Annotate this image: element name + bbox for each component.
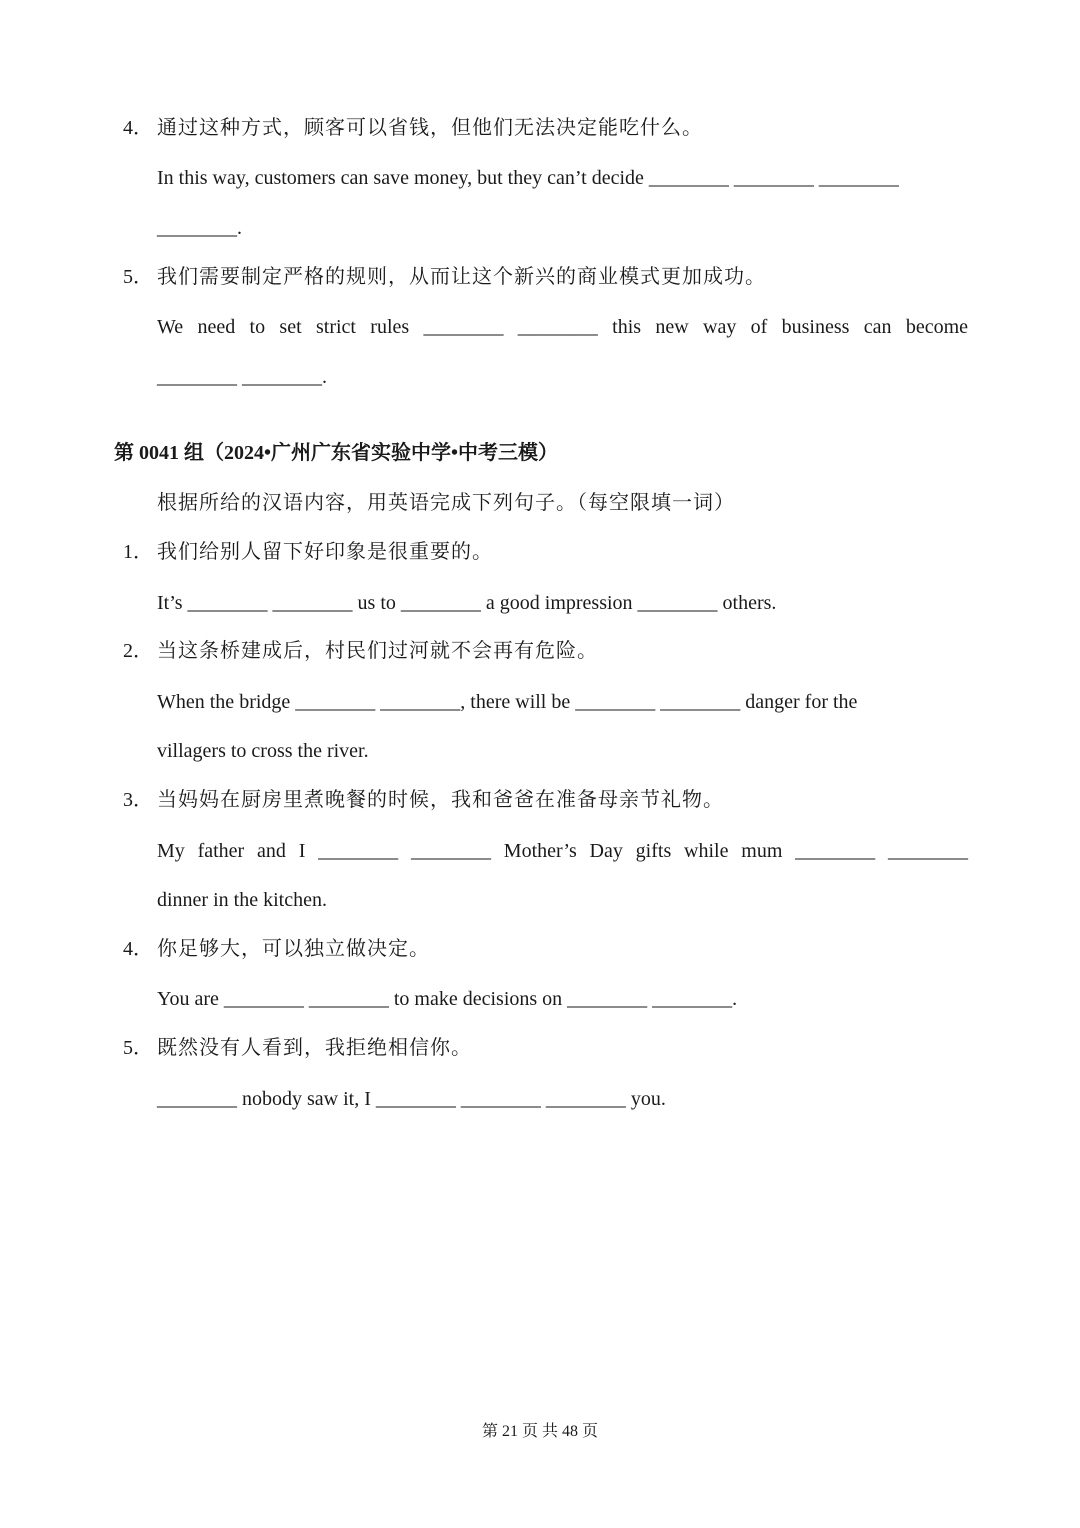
question-b3-english-line-2: dinner in the kitchen. — [157, 889, 327, 911]
question-b1-english-line-1: It’s ________ ________ us to ________ a good impression ________ others. — [157, 592, 777, 614]
page-number: 第 21 页 共 48 页 — [481, 1423, 598, 1440]
question-number: 1． — [123, 541, 153, 563]
question-b2-english-line-2: villagers to cross the river. — [157, 740, 369, 762]
question-number: 4． — [123, 938, 153, 960]
question-a5-english-line-1: We need to set strict rules ________ ________ this new way of business can become — [157, 316, 968, 338]
question-b5-chinese: 既然没有人看到，我拒绝相信你。 — [157, 1037, 472, 1059]
question-a4-english-line-2: ________. — [157, 217, 242, 239]
question-number: 4． — [123, 117, 153, 139]
question-a4-english-line-1: In this way, customers can save money, but they can’t decide ________ ________ ________ — [157, 167, 899, 189]
question-b4-chinese: 你足够大，可以独立做决定。 — [157, 938, 430, 960]
section-heading: 第 0041 组（2024•广州广东省实验中学•中考三模） — [114, 442, 559, 464]
section-instruction: 根据所给的汉语内容，用英语完成下列句子。（每空限填一词） — [157, 492, 735, 514]
question-b2-english-line-1: When the bridge ________ ________, there will be ________ ________ danger for the — [157, 691, 858, 713]
question-b3-english-line-1: My father and I ________ ________ Mother’s Day gifts while mum ________ ________ — [157, 840, 968, 862]
question-number: 2． — [123, 640, 153, 662]
question-number: 5． — [123, 1037, 153, 1059]
question-b3-chinese: 当妈妈在厨房里煮晚餐的时候，我和爸爸在准备母亲节礼物。 — [157, 789, 724, 811]
question-b5-english-line-1: ________ nobody saw it, I ________ ________ ________ you. — [157, 1088, 666, 1110]
question-b2-chinese: 当这条桥建成后，村民们过河就不会再有危险。 — [157, 640, 598, 662]
question-a5-english-line-2: ________ ________. — [157, 366, 327, 388]
question-a4-chinese: 通过这种方式，顾客可以省钱，但他们无法决定能吃什么。 — [157, 117, 703, 139]
question-number: 3． — [123, 789, 153, 811]
question-a5-chinese: 我们需要制定严格的规则，从而让这个新兴的商业模式更加成功。 — [157, 266, 766, 288]
question-b1-chinese: 我们给别人留下好印象是很重要的。 — [157, 541, 493, 563]
question-number: 5． — [123, 266, 153, 288]
question-b4-english-line-1: You are ________ ________ to make decisions on ________ ________. — [157, 988, 738, 1010]
